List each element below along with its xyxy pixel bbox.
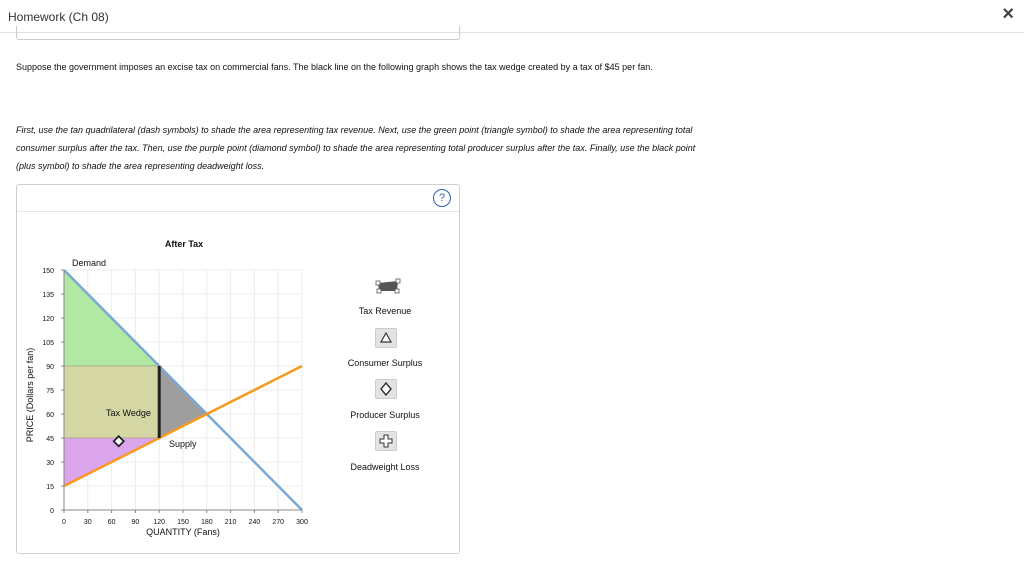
- plus-icon: [376, 432, 396, 450]
- x-axis-label: QUANTITY (Fans): [146, 527, 220, 537]
- question-instructions: First, use the tan quadrilateral (dash symbols) to shade the area representing tax revenue. Next, use the green point (triangle symbol) to shade the area representing total consumer surplus after the tax. Then, use the purple point (diamond symbol) to shade the area representing total producer surplus after the tax. Finally, use the black point (plus symbol) to shade the area representing deadweight loss.: [16, 125, 696, 171]
- question-intro: Suppose the government imposes an excise tax on commercial fans. The black line on the following graph shows the tax wedge created by a tax of $45 per fan.: [16, 62, 653, 72]
- tax-revenue-region[interactable]: [64, 366, 159, 438]
- x-tick-label: 210: [224, 519, 237, 526]
- y-tick-label: 15: [46, 484, 54, 491]
- producer-surplus-label: Producer Surplus: [350, 410, 420, 420]
- tax-revenue-tool[interactable]: [375, 277, 401, 295]
- deadweight-loss-label: Deadweight Loss: [350, 462, 420, 472]
- chart-title: After Tax: [164, 239, 204, 249]
- previous-content-box: [16, 26, 460, 40]
- x-tick-label: 180: [200, 519, 213, 526]
- x-tick-label: 240: [248, 519, 261, 526]
- y-axis-label: PRICE (Dollars per fan): [25, 347, 35, 443]
- x-tick-label: 60: [107, 519, 116, 526]
- y-tick-label: 0: [50, 508, 54, 515]
- close-button[interactable]: ×: [1002, 3, 1014, 25]
- triangle-icon: [376, 329, 396, 347]
- deadweight-loss-tool[interactable]: [375, 431, 397, 451]
- y-tick-label: 75: [46, 388, 54, 395]
- tan-quadrilateral-icon: [375, 277, 401, 295]
- y-tick-label: 105: [42, 340, 54, 347]
- chart-area[interactable]: [17, 185, 459, 553]
- x-tick-label: 120: [153, 519, 166, 526]
- x-tick-label: 300: [296, 519, 308, 526]
- y-tick-label: 45: [46, 436, 54, 443]
- diamond-icon: [376, 380, 396, 398]
- consumer-surplus-label: Consumer Surplus: [347, 358, 423, 368]
- x-tick-label: 30: [83, 519, 92, 526]
- y-tick-label: 150: [42, 268, 54, 275]
- y-tick-label: 90: [46, 364, 54, 371]
- window-title: Homework (Ch 08): [8, 10, 109, 24]
- supply-label: Supply: [169, 439, 197, 449]
- x-tick-label: 270: [272, 519, 285, 526]
- help-button[interactable]: ?: [433, 189, 451, 207]
- graph-panel: [16, 184, 460, 554]
- tax-wedge-label: Tax Wedge: [106, 408, 151, 418]
- x-tick-label: 90: [131, 519, 140, 526]
- producer-surplus-tool[interactable]: [375, 379, 397, 399]
- y-tick-label: 60: [46, 412, 54, 419]
- consumer-surplus-tool[interactable]: [375, 328, 397, 348]
- x-tick-label: 0: [62, 519, 66, 526]
- x-tick-label: 150: [177, 519, 189, 526]
- y-tick-label: 30: [46, 460, 54, 467]
- y-tick-label: 120: [42, 316, 54, 323]
- tax-revenue-label: Tax Revenue: [358, 306, 412, 316]
- demand-label: Demand: [72, 258, 107, 268]
- y-tick-label: 135: [42, 292, 54, 299]
